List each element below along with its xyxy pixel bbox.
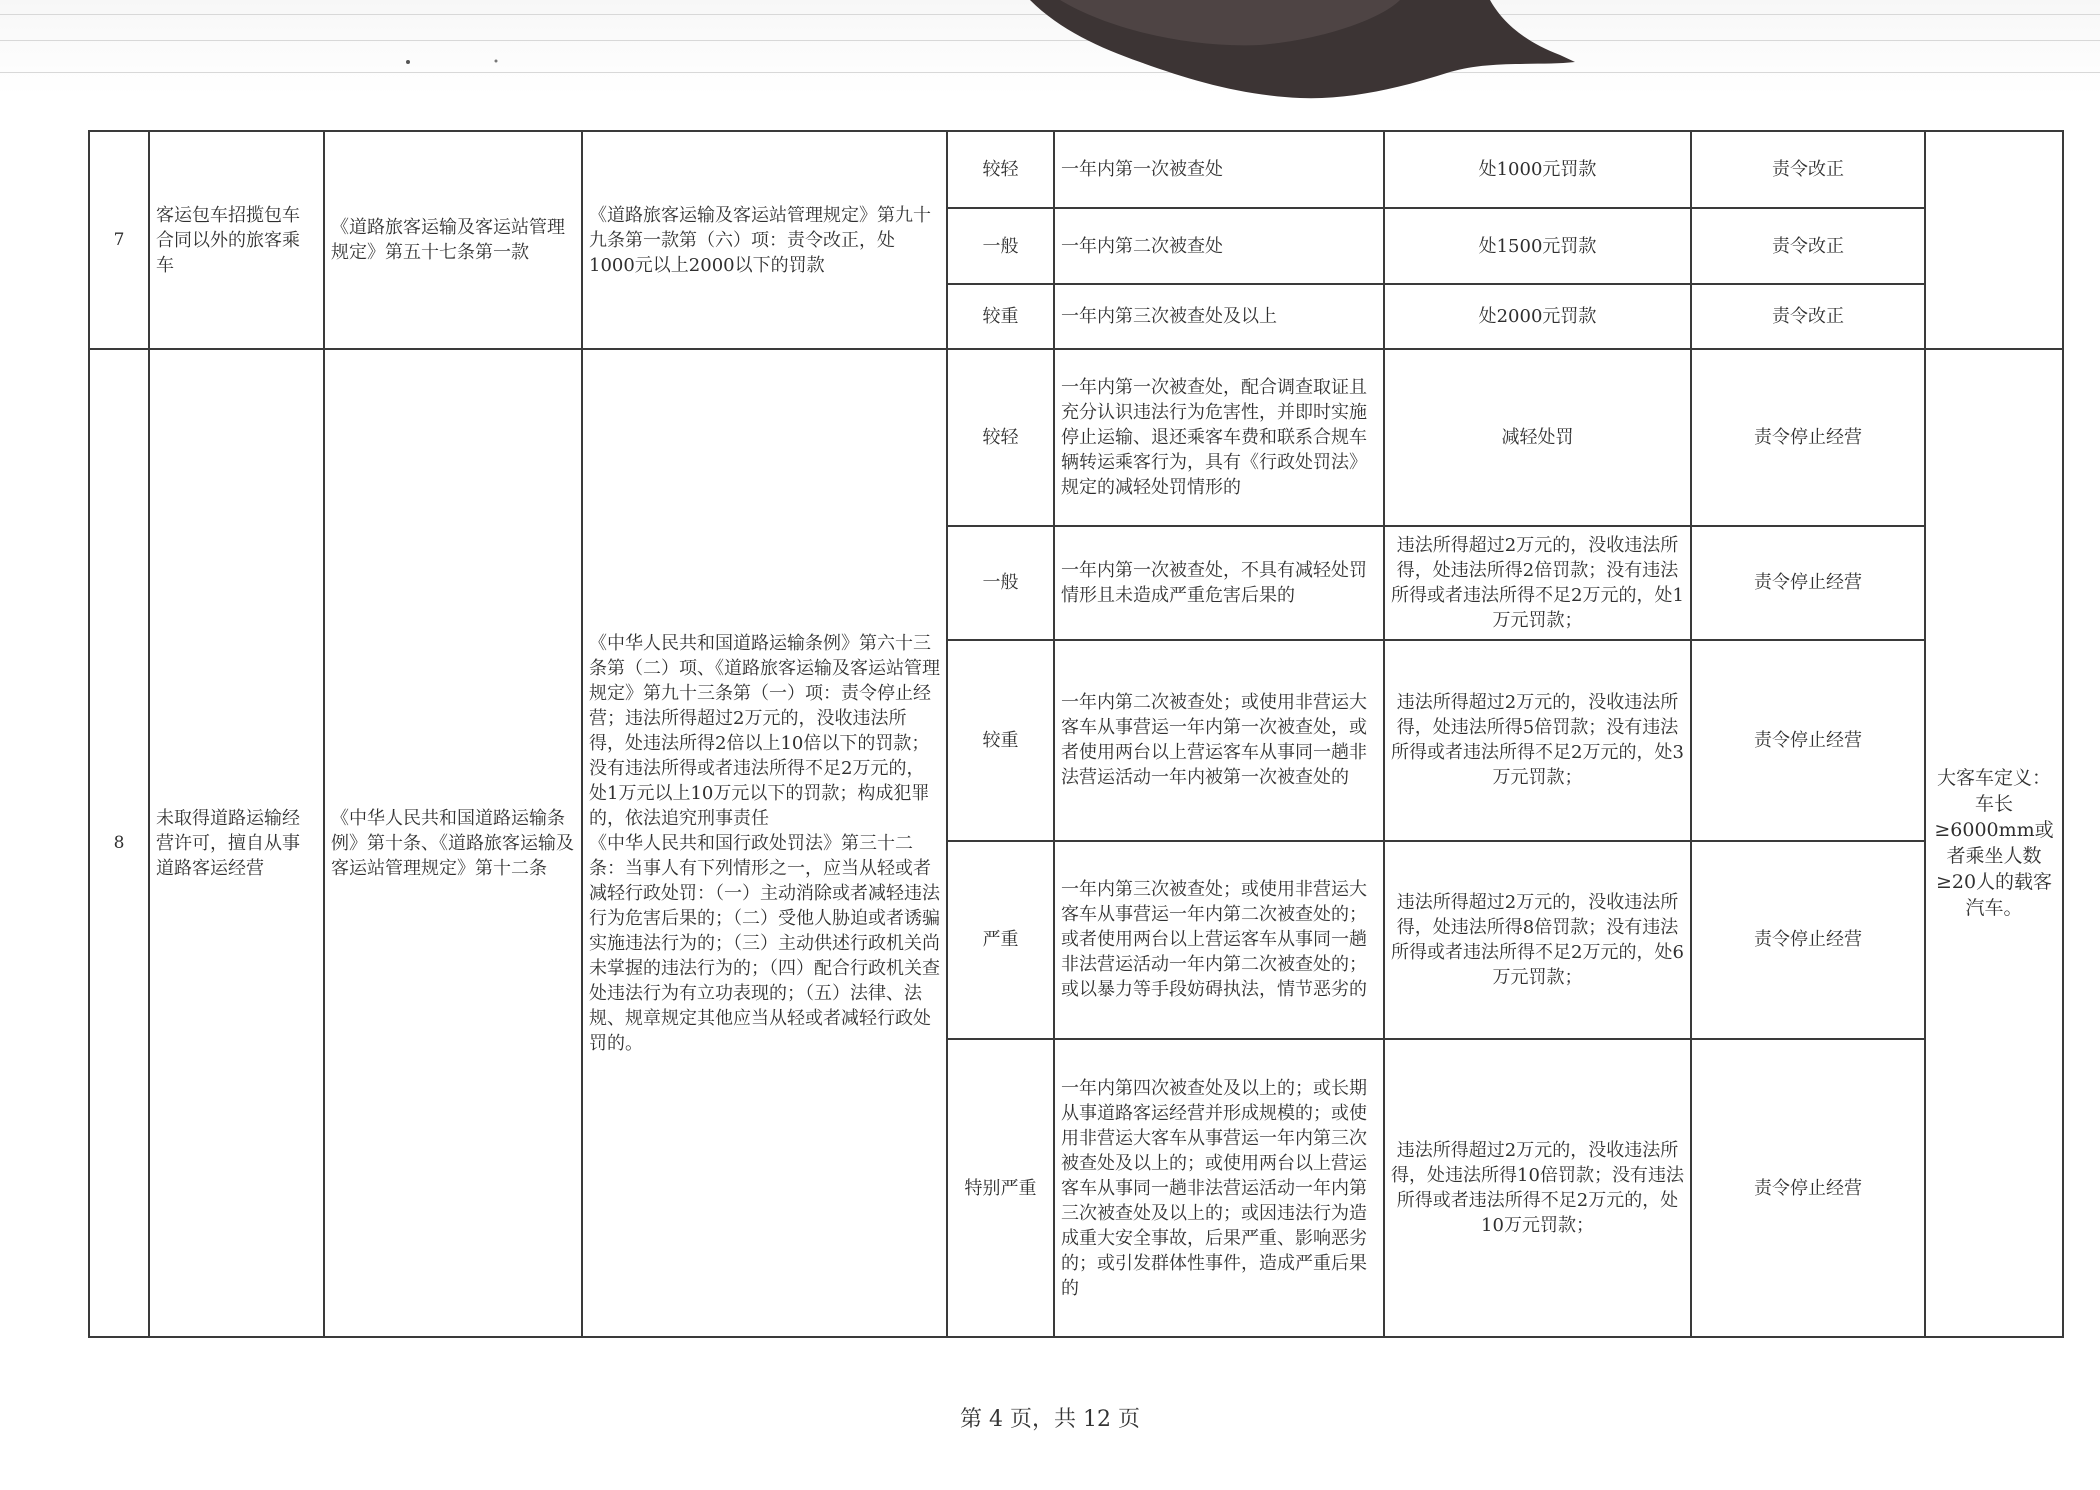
degree-cell: 较重 (947, 284, 1054, 349)
standard-cell: 处1500元罚款 (1384, 208, 1691, 283)
penalty-basis: 《道路旅客运输及客运站管理规定》第九十九条第一款第（六）项：责令改正，处1000元以上2000以下的罚款 (582, 131, 947, 349)
degree-cell: 较轻 (947, 131, 1054, 208)
other-measure-cell: 责令停止经营 (1691, 349, 1925, 526)
other-measure-cell: 责令改正 (1691, 208, 1925, 283)
violation-behavior: 未取得道路运输经营许可，擅自从事道路客运经营 (149, 349, 324, 1337)
other-measure-cell: 责令停止经营 (1691, 640, 1925, 841)
table-row (89, 131, 2063, 208)
degree-cell: 特别严重 (947, 1039, 1054, 1337)
scan-specks (400, 58, 520, 66)
other-measure-cell: 责令停止经营 (1691, 841, 1925, 1040)
circumstance-cell: 一年内第一次被查处，配合调查取证且充分认识违法行为危害性，并即时实施停止运输、退还乘客车费和联系合规车辆转运乘客行为，具有《行政处罚法》规定的减轻处罚情形的 (1054, 349, 1384, 526)
standard-cell: 违法所得超过2万元的，没收违法所得，处违法所得2倍罚款；没有违法所得或者违法所得不足2万元的，处1万元罚款； (1384, 526, 1691, 640)
standard-cell: 处2000元罚款 (1384, 284, 1691, 349)
item-number: 8 (89, 349, 149, 1337)
degree-cell: 严重 (947, 841, 1054, 1040)
penalty-standard-table (88, 130, 2064, 1338)
table-row (89, 349, 2063, 526)
other-measure-cell: 责令改正 (1691, 131, 1925, 208)
standard-cell: 违法所得超过2万元的，没收违法所得，处违法所得10倍罚款；没有违法所得或者违法所得不足2万元的，处10万元罚款； (1384, 1039, 1691, 1337)
circumstance-cell: 一年内第一次被查处，不具有减轻处罚情形且未造成严重危害后果的 (1054, 526, 1384, 640)
standard-cell: 违法所得超过2万元的，没收违法所得，处违法所得5倍罚款；没有违法所得或者违法所得不足2万元的，处3万元罚款； (1384, 640, 1691, 841)
degree-cell: 较轻 (947, 349, 1054, 526)
degree-cell: 一般 (947, 526, 1054, 640)
standard-cell: 处1000元罚款 (1384, 131, 1691, 208)
circumstance-cell: 一年内第一次被查处 (1054, 131, 1384, 208)
circumstance-cell: 一年内第二次被查处 (1054, 208, 1384, 283)
legal-basis: 《道路旅客运输及客运站管理规定》第五十七条第一款 (324, 131, 582, 349)
scan-shadow-mark (1020, 0, 1580, 100)
standard-cell: 减轻处罚 (1384, 349, 1691, 526)
circumstance-cell: 一年内第四次被查处及以上的；或长期从事道路客运经营并形成规模的；或使用非营运大客车从事营运一年内第三次被查处及以上的；或使用两台以上营运客车从事同一趟非法营运活动一年内第三次被查处及以上的；或因违法行为造成重大安全事故，后果严重、影响恶劣的；或引发群体性事件，造成严重后果的 (1054, 1039, 1384, 1337)
violation-behavior: 客运包车招揽包车合同以外的旅客乘车 (149, 131, 324, 349)
circumstance-cell: 一年内第二次被查处；或使用非营运大客车从事营运一年内第一次被查处，或者使用两台以上营运客车从事同一趟非法营运活动一年内被第一次被查处的 (1054, 640, 1384, 841)
circumstance-cell: 一年内第三次被查处及以上 (1054, 284, 1384, 349)
other-measure-cell: 责令停止经营 (1691, 526, 1925, 640)
remark-cell (1925, 131, 2063, 349)
degree-cell: 较重 (947, 640, 1054, 841)
circumstance-cell: 一年内第三次被查处；或使用非营运大客车从事营运一年内第二次被查处的；或者使用两台以上营运客车从事同一趟非法营运活动一年内第二次被查处的；或以暴力等手段妨碍执法，情节恶劣的 (1054, 841, 1384, 1040)
remark-cell: 大客车定义：车长≥6000mm或者乘坐人数≥20人的载客汽车。 (1925, 349, 2063, 1337)
legal-basis: 《中华人民共和国道路运输条例》第十条、《道路旅客运输及客运站管理规定》第十二条 (324, 349, 582, 1337)
scan-top-margin (0, 0, 2100, 95)
standard-cell: 违法所得超过2万元的，没收违法所得，处违法所得8倍罚款；没有违法所得或者违法所得不足2万元的，处6万元罚款； (1384, 841, 1691, 1040)
other-measure-cell: 责令改正 (1691, 284, 1925, 349)
degree-cell: 一般 (947, 208, 1054, 283)
item-number: 7 (89, 131, 149, 349)
other-measure-cell: 责令停止经营 (1691, 1039, 1925, 1337)
page-number: 第 4 页，共 12 页 (960, 1407, 1140, 1432)
penalty-basis: 《中华人民共和国道路运输条例》第六十三条第（二）项、《道路旅客运输及客运站管理规定》第九十三条第（一）项：责令停止经营；违法所得超过2万元的，没收违法所得，处违法所得2倍以上10倍以下的罚款；没有违法所得或者违法所得不足2万元的，处1万元以上10万元以下的罚款；构成犯罪的，依法追究刑事责任 《中华人民共和国行政处罚法》第三十二条：当事人有下列情形之一，应当从轻或者减轻行政处罚：（一）主动消除或者减轻违法行为危害后果的；（二）受他人胁迫或者诱骗实施违法行为的；（三）主动供述行政机关尚未掌握的违法行为的；（四）配合行政机关查处违法行为有立功表现的；（五）法律、法规、规章规定其他应当从轻或者减轻行政处罚的。 (582, 349, 947, 1337)
